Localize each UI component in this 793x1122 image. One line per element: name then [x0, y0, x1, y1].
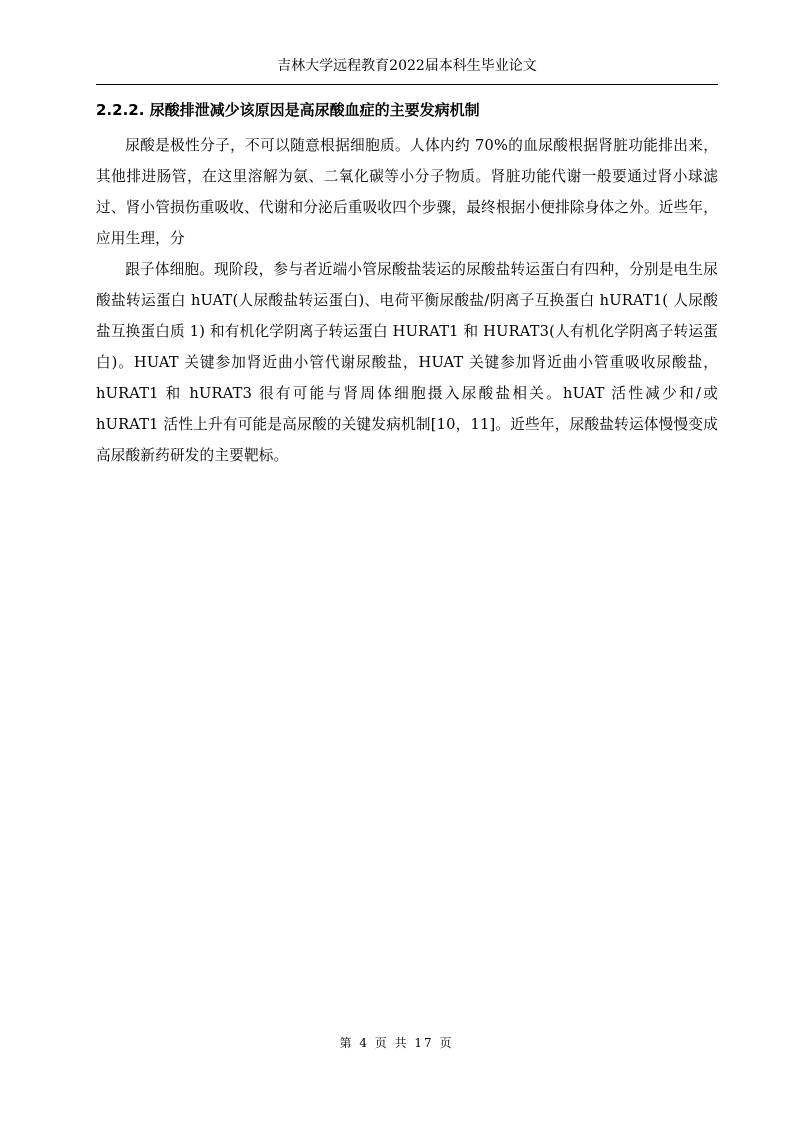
paragraph-2: 跟子体细胞。现阶段，参与者近端小管尿酸盐装运的尿酸盐转运蛋白有四种，分别是电生尿酸盐转运蛋白 hUAT(人尿酸盐转运蛋白)、电荷平衡尿酸盐/阴离子互换蛋白 hURAT1( 人尿酸盐互换蛋白质 1) 和有机化学阴离子转运蛋白 HURAT1 和 HURAT3(人有机化学阴离子转运蛋白)。HUAT 关键参加肾近曲小管代谢尿酸盐，HUAT 关键参加肾近曲小管重吸收尿酸盐，hURAT1 和 hURAT3 很有可能与肾周体细胞摄入尿酸盐相关。hUAT 活性减少和/或 hURAT1 活性上升有可能是高尿酸的关键发病机制[10，11]。近些年，尿酸盐转运体慢慢变成高尿酸新药研发的主要靶标。 [96, 261, 718, 464]
paragraph-1: 尿酸是极性分子，不可以随意根据细胞质。人体内约 70%的血尿酸根据肾脏功能排出来，其他排进肠管，在这里溶解为氨、二氧化碳等小分子物质。肾脏功能代谢一般要通过肾小球滤过、肾小管损伤重吸收、代谢和分泌后重吸收四个步骤，最终根据小便排除身体之外。近些年，应用生理，分 [96, 137, 718, 247]
page-number: 第 4 页 共 17 页 [339, 1036, 454, 1050]
page-header [96, 48, 718, 85]
section-heading: 2.2.2. 尿酸排泄减少该原因是高尿酸血症的主要发病机制 [96, 101, 480, 119]
header-title: 吉林大学远程教育2022届本科生毕业论文 [277, 58, 537, 74]
page-footer [0, 1034, 793, 1052]
body-text [96, 130, 718, 471]
